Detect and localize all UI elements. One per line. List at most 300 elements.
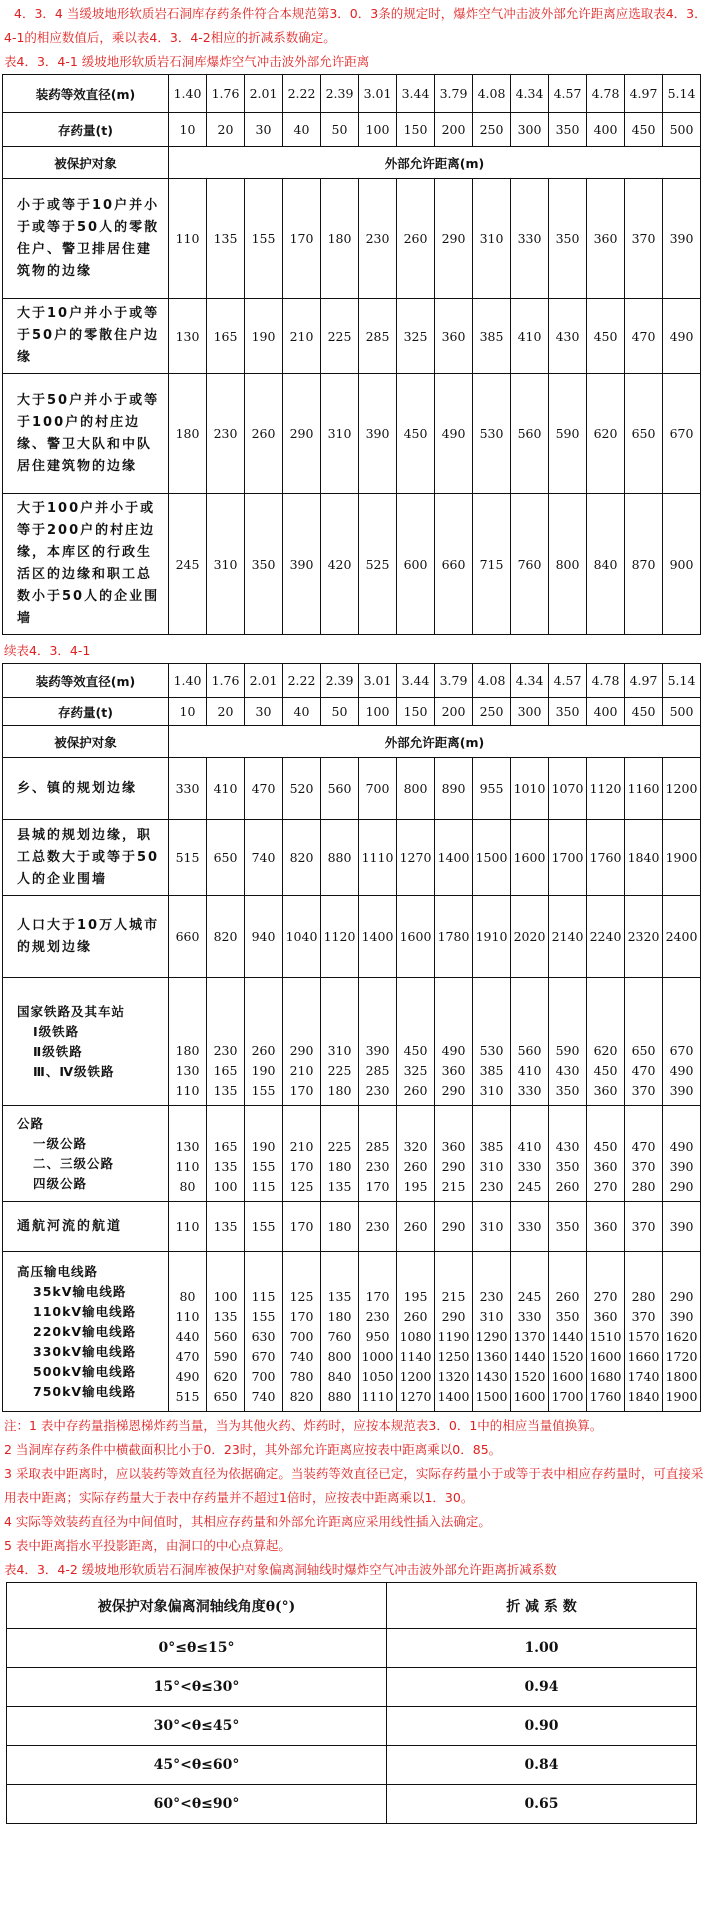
distance-cell: 350 [245,494,283,635]
distance-cell: 490 [663,299,701,374]
coef-row [7,1668,697,1707]
coef-row [7,1707,697,1746]
distance-value: 390 [669,1083,694,1098]
group-values-cell [625,978,663,1106]
angle-cell: 0°≤θ≤15° [7,1629,387,1668]
distance-row [3,299,701,374]
intro-paragraph: 4．3．4 当缓坡地形软质岩石洞库存药条件符合本规范第3．0．3条的规定时，爆炸空气冲击波外部允许距离应选取表4．3．4-1的相应数值后，乘以表4．3．4-2相应的折减系数确定。 [4,6,707,45]
protected-object-cell: 大于50户并小于或等于100户的村庄边缘、警卫大队和中队居住建筑物的边缘 [3,374,169,494]
distance-value: 115 [251,1289,276,1304]
amount-cell: 40 [283,113,321,147]
group-values-cell [549,1252,587,1412]
distance-value: 310 [479,1159,504,1174]
diameter-cell: 4.57 [549,664,587,698]
diameter-cell: 2.22 [283,75,321,113]
distance-value: 1680 [589,1369,622,1384]
distance-value: 110 [175,1159,200,1174]
distance-value: 1720 [665,1349,698,1364]
distance-value: 650 [631,1043,656,1058]
distance-value: 530 [479,1043,504,1058]
distance-value: 135 [213,1309,238,1324]
distance-cell: 330 [511,179,549,299]
distance-value: 80 [179,1289,196,1304]
distance-value: 515 [175,1389,200,1404]
distance-value: 1360 [475,1349,508,1364]
distance-cell: 430 [549,299,587,374]
coef-cell: 0.84 [387,1746,697,1785]
distance-cell: 900 [663,494,701,635]
distance-value: 1600 [513,1389,546,1404]
distance-value: 360 [441,1139,466,1154]
distance-value: 330 [517,1159,542,1174]
distance-value: 260 [555,1289,580,1304]
distance-cell: 360 [587,179,625,299]
distance-cell: 330 [511,1202,549,1252]
distance-value: 210 [289,1063,314,1078]
protected-object-cell: 通航河流的航道 [3,1202,169,1252]
document [0,2,716,1824]
diameter-cell: 4.78 [587,75,625,113]
power-line-group-row [3,1252,701,1412]
diameter-row [3,664,701,698]
group-label-cell [3,1106,169,1202]
navigation-row [3,1202,701,1252]
distance-cell: 450 [397,374,435,494]
group-item-name: 一级公路 [33,1135,88,1151]
group-values-cell [511,1106,549,1202]
distance-value: 195 [403,1179,428,1194]
distance-value: 135 [327,1179,352,1194]
distance-value: 215 [441,1289,466,1304]
distance-header: 外部允许距离(m) [169,726,701,758]
distance-value: 80 [179,1179,196,1194]
group-values-cell [625,1106,663,1202]
distance-value: 1600 [589,1349,622,1364]
distance-value: 630 [251,1329,276,1344]
group-values-cell [435,1252,473,1412]
amount-cell: 150 [397,113,435,147]
distance-value: 1740 [627,1369,660,1384]
diameter-label: 装药等效直径(m) [3,75,169,113]
distance-value: 350 [555,1159,580,1174]
distance-value: 225 [327,1139,352,1154]
distance-value: 180 [327,1309,352,1324]
note-1: 注：1 表中存药量指梯恩梯炸药当量，当为其他火药、炸药时，应按本规范表3．0．1中的相应当量值换算。 [4,1418,603,1433]
distance-cell: 760 [511,494,549,635]
distance-cell: 1040 [283,896,321,978]
distance-value: 1400 [437,1389,470,1404]
distance-value: 490 [441,1043,466,1058]
distance-value: 1570 [627,1329,660,1344]
distance-cell: 165 [207,299,245,374]
distance-cell: 360 [435,299,473,374]
diameter-cell: 3.79 [435,664,473,698]
distance-cell: 880 [321,820,359,896]
distance-value: 490 [669,1063,694,1078]
distance-cell: 230 [207,374,245,494]
angle-cell: 60°<θ≤90° [7,1785,387,1824]
amount-cell: 300 [511,698,549,726]
distance-cell: 390 [359,374,397,494]
group-values-cell [321,1252,359,1412]
distance-value: 170 [289,1083,314,1098]
distance-cell: 490 [435,374,473,494]
distance-value: 1270 [399,1389,432,1404]
group-values-cell [207,978,245,1106]
distance-value: 290 [669,1179,694,1194]
diameter-cell: 4.57 [549,75,587,113]
distance-value: 290 [441,1083,466,1098]
distance-cell: 590 [549,374,587,494]
distance-value: 490 [669,1139,694,1154]
diameter-cell: 2.01 [245,664,283,698]
distance-value: 230 [479,1289,504,1304]
distance-value: 245 [517,1289,542,1304]
distance-value: 225 [327,1063,352,1078]
group-values-cell [511,1252,549,1412]
group-title: 国家铁路及其车站 [17,1003,126,1019]
group-item-name: 750kV输电线路 [33,1383,137,1399]
diameter-cell: 1.40 [169,75,207,113]
distance-value: 320 [403,1139,428,1154]
distance-value: 590 [213,1349,238,1364]
amount-row [3,698,701,726]
amount-cell: 30 [245,113,283,147]
distance-cell: 225 [321,299,359,374]
distance-value: 370 [631,1083,656,1098]
distance-value: 470 [175,1349,200,1364]
distance-value: 620 [593,1043,618,1058]
distance-cell: 470 [625,299,663,374]
group-values-cell [321,1106,359,1202]
distance-cell: 870 [625,494,663,635]
distance-cell: 410 [207,758,245,820]
distance-value: 245 [517,1179,542,1194]
distance-value: 310 [479,1083,504,1098]
distance-cell: 260 [397,179,435,299]
distance-cell: 245 [169,494,207,635]
group-values-cell [663,1106,701,1202]
distance-value: 450 [593,1063,618,1078]
distance-value: 210 [289,1139,314,1154]
distance-value: 165 [213,1063,238,1078]
distance-cell: 1760 [587,820,625,896]
distance-value: 325 [403,1063,428,1078]
subheader-row [3,726,701,758]
distance-value: 740 [289,1349,314,1364]
distance-cell: 2240 [587,896,625,978]
diameter-cell: 3.01 [359,664,397,698]
diameter-cell: 3.44 [397,664,435,698]
amount-cell: 450 [625,113,663,147]
note-3: 3 采取表中距离时，应以装药等效直径为依据确定。当装药等效直径已定，实际存药量小于或等于表中相应存药量时，可直接采用表中距离；实际存药量大于表中存药量并不超过1倍时，应按表中距离乘以1．30。 [4,1466,704,1505]
amount-cell: 100 [359,698,397,726]
distance-value: 180 [327,1159,352,1174]
distance-cell: 325 [397,299,435,374]
distance-value: 230 [365,1083,390,1098]
distance-cell: 1600 [397,896,435,978]
distance-value: 740 [251,1389,276,1404]
distance-cell: 890 [435,758,473,820]
distance-row [3,820,701,896]
distance-cell: 670 [663,374,701,494]
distance-value: 260 [403,1309,428,1324]
distance-cell: 940 [245,896,283,978]
distance-cell: 370 [625,179,663,299]
distance-cell: 820 [207,896,245,978]
distance-value: 880 [327,1389,352,1404]
distance-cell: 2320 [625,896,663,978]
diameter-cell: 4.97 [625,75,663,113]
group-values-cell [587,978,625,1106]
distance-cell: 560 [321,758,359,820]
distance-value: 1600 [551,1369,584,1384]
distance-table [2,74,701,635]
distance-value: 410 [517,1063,542,1078]
group-values-cell [283,1252,321,1412]
distance-cell: 260 [245,374,283,494]
diameter-cell: 1.76 [207,664,245,698]
amount-cell: 500 [663,698,701,726]
distance-row [3,896,701,978]
group-values-cell [169,1106,207,1202]
distance-cell: 110 [169,179,207,299]
amount-cell: 500 [663,113,701,147]
diameter-cell: 2.22 [283,664,321,698]
distance-value: 270 [593,1179,618,1194]
protected-object-cell: 小于或等于10户并小于或等于50人的零散住户、警卫排居住建筑物的边缘 [3,179,169,299]
distance-cell: 1900 [663,820,701,896]
distance-value: 1140 [399,1349,432,1364]
group-item-name: Ⅱ级铁路 [33,1043,83,1059]
distance-value: 230 [213,1043,238,1058]
amount-cell: 40 [283,698,321,726]
distance-cell: 180 [169,374,207,494]
diameter-cell: 4.34 [511,664,549,698]
group-item-name: Ⅲ、Ⅳ级铁路 [33,1063,115,1079]
diameter-cell: 3.44 [397,75,435,113]
distance-value: 290 [441,1309,466,1324]
distance-value: 360 [593,1083,618,1098]
distance-value: 700 [251,1369,276,1384]
distance-value: 310 [327,1043,352,1058]
distance-cell: 650 [207,820,245,896]
protected-object-cell: 大于100户并小于或等于200户的村庄边缘，本库区的行政生活区的边缘和职工总数小于50人的企业围墙 [3,494,169,635]
distance-value: 290 [289,1043,314,1058]
distance-cell: 190 [245,299,283,374]
diameter-cell: 2.01 [245,75,283,113]
distance-value: 1900 [665,1389,698,1404]
distance-cell: 155 [245,179,283,299]
distance-value: 130 [175,1139,200,1154]
amount-cell: 30 [245,698,283,726]
distance-value: 1190 [437,1329,470,1344]
diameter-cell: 4.08 [473,75,511,113]
group-values-cell [207,1106,245,1202]
group-item-name: 500kV输电线路 [33,1363,137,1379]
distance-cell: 1160 [625,758,663,820]
distance-cell: 800 [397,758,435,820]
distance-value: 110 [175,1309,200,1324]
amount-cell: 20 [207,698,245,726]
continued-table-caption: 续表4．3．4-1 [4,643,91,658]
distance-cell: 1600 [511,820,549,896]
notes [0,1414,716,1558]
distance-cell: 1400 [359,896,397,978]
group-item-name: 220kV输电线路 [33,1323,137,1339]
group-values-cell [169,978,207,1106]
distance-cell: 130 [169,299,207,374]
distance-value: 800 [327,1349,352,1364]
distance-cell: 370 [625,1202,663,1252]
distance-cell: 1910 [473,896,511,978]
distance-row [3,494,701,635]
diameter-cell: 4.08 [473,664,511,698]
distance-value: 370 [631,1309,656,1324]
distance-cell: 525 [359,494,397,635]
distance-cell: 1700 [549,820,587,896]
distance-value: 155 [251,1309,276,1324]
distance-value: 260 [403,1159,428,1174]
distance-value: 215 [441,1179,466,1194]
diameter-cell: 4.78 [587,664,625,698]
distance-value: 100 [213,1289,238,1304]
group-values-cell [511,978,549,1106]
note-4: 4 实际等效装药直径为中间值时，其相应存药量和外部允许距离应采用线性插入法确定。 [4,1514,491,1529]
group-values-cell [473,1106,511,1202]
amount-cell: 20 [207,113,245,147]
group-item-name: 330kV输电线路 [33,1343,137,1359]
distance-cell: 135 [207,1202,245,1252]
group-item-name: 四级公路 [33,1175,88,1191]
group-values-cell [359,1106,397,1202]
distance-cell: 840 [587,494,625,635]
distance-value: 1430 [475,1369,508,1384]
group-values-cell [359,1252,397,1412]
amount-cell: 150 [397,698,435,726]
group-values-cell [663,1252,701,1412]
group-item-name: 110kV输电线路 [33,1303,137,1319]
distance-value: 135 [213,1083,238,1098]
group-values-cell [435,978,473,1106]
distance-cell: 520 [283,758,321,820]
group-values-cell [321,978,359,1106]
amount-cell: 200 [435,698,473,726]
angle-header: 被保护对象偏离洞轴线角度θ(°) [7,1583,387,1629]
distance-row [3,758,701,820]
distance-value: 230 [365,1309,390,1324]
distance-cell: 260 [397,1202,435,1252]
distance-cell: 450 [587,299,625,374]
distance-value: 470 [631,1063,656,1078]
distance-cell: 290 [435,1202,473,1252]
distance-value: 450 [403,1043,428,1058]
distance-cell: 410 [511,299,549,374]
table-4-3-4-1-caption: 表4．3．4-1 缓坡地形软质岩石洞库爆炸空气冲击波外部允许距离 [4,54,370,69]
distance-cell: 310 [321,374,359,494]
distance-value: 165 [213,1139,238,1154]
distance-value: 195 [403,1289,428,1304]
amount-label: 存药量(t) [3,698,169,726]
distance-cell: 210 [283,299,321,374]
distance-cell: 715 [473,494,511,635]
group-values-cell [245,1106,283,1202]
distance-value: 650 [213,1389,238,1404]
distance-cell: 515 [169,820,207,896]
amount-cell: 50 [321,113,359,147]
distance-cell: 820 [283,820,321,896]
distance-value: 125 [289,1289,314,1304]
group-values-cell [397,1252,435,1412]
protected-object-cell: 人口大于10万人城市的规划边缘 [3,896,169,978]
distance-value: 330 [517,1309,542,1324]
distance-value: 190 [251,1063,276,1078]
distance-value: 1800 [665,1369,698,1384]
distance-value: 1500 [475,1389,508,1404]
distance-cell: 230 [359,1202,397,1252]
distance-value: 560 [213,1329,238,1344]
distance-cell: 360 [587,1202,625,1252]
distance-cell: 310 [207,494,245,635]
distance-cell: 180 [321,1202,359,1252]
distance-value: 410 [517,1139,542,1154]
distance-value: 700 [289,1329,314,1344]
distance-cell: 290 [283,374,321,494]
distance-value: 230 [479,1179,504,1194]
distance-value: 1320 [437,1369,470,1384]
distance-value: 1510 [589,1329,622,1344]
distance-value: 1520 [551,1349,584,1364]
amount-cell: 250 [473,113,511,147]
distance-value: 260 [403,1083,428,1098]
distance-cell: 110 [169,1202,207,1252]
subheader-row [3,147,701,179]
distance-cell: 290 [435,179,473,299]
distance-value: 470 [631,1139,656,1154]
group-values-cell [397,978,435,1106]
distance-cell: 390 [283,494,321,635]
protected-object-cell: 乡、镇的规划边缘 [3,758,169,820]
distance-value: 180 [327,1083,352,1098]
distance-cell: 470 [245,758,283,820]
coef-cell: 0.90 [387,1707,697,1746]
distance-cell: 330 [169,758,207,820]
group-values-cell [549,978,587,1106]
distance-cell: 2400 [663,896,701,978]
distance-value: 1290 [475,1329,508,1344]
amount-cell: 100 [359,113,397,147]
group-values-cell [283,1106,321,1202]
diameter-cell: 2.39 [321,75,359,113]
distance-cell: 955 [473,758,511,820]
group-values-cell [245,1252,283,1412]
diameter-cell: 4.34 [511,75,549,113]
group-values-cell [207,1252,245,1412]
group-label-cell [3,1252,169,1412]
distance-cell: 1780 [435,896,473,978]
distance-value: 1370 [513,1329,546,1344]
coef-row [7,1629,697,1668]
amount-cell: 10 [169,113,207,147]
amount-cell: 300 [511,113,549,147]
group-values-cell [473,1252,511,1412]
distance-value: 1440 [551,1329,584,1344]
amount-cell: 350 [549,113,587,147]
distance-cell: 600 [397,494,435,635]
protected-object-cell: 大于10户并小于或等于50户的零散住户边缘 [3,299,169,374]
amount-cell: 400 [587,113,625,147]
distance-value: 780 [289,1369,314,1384]
